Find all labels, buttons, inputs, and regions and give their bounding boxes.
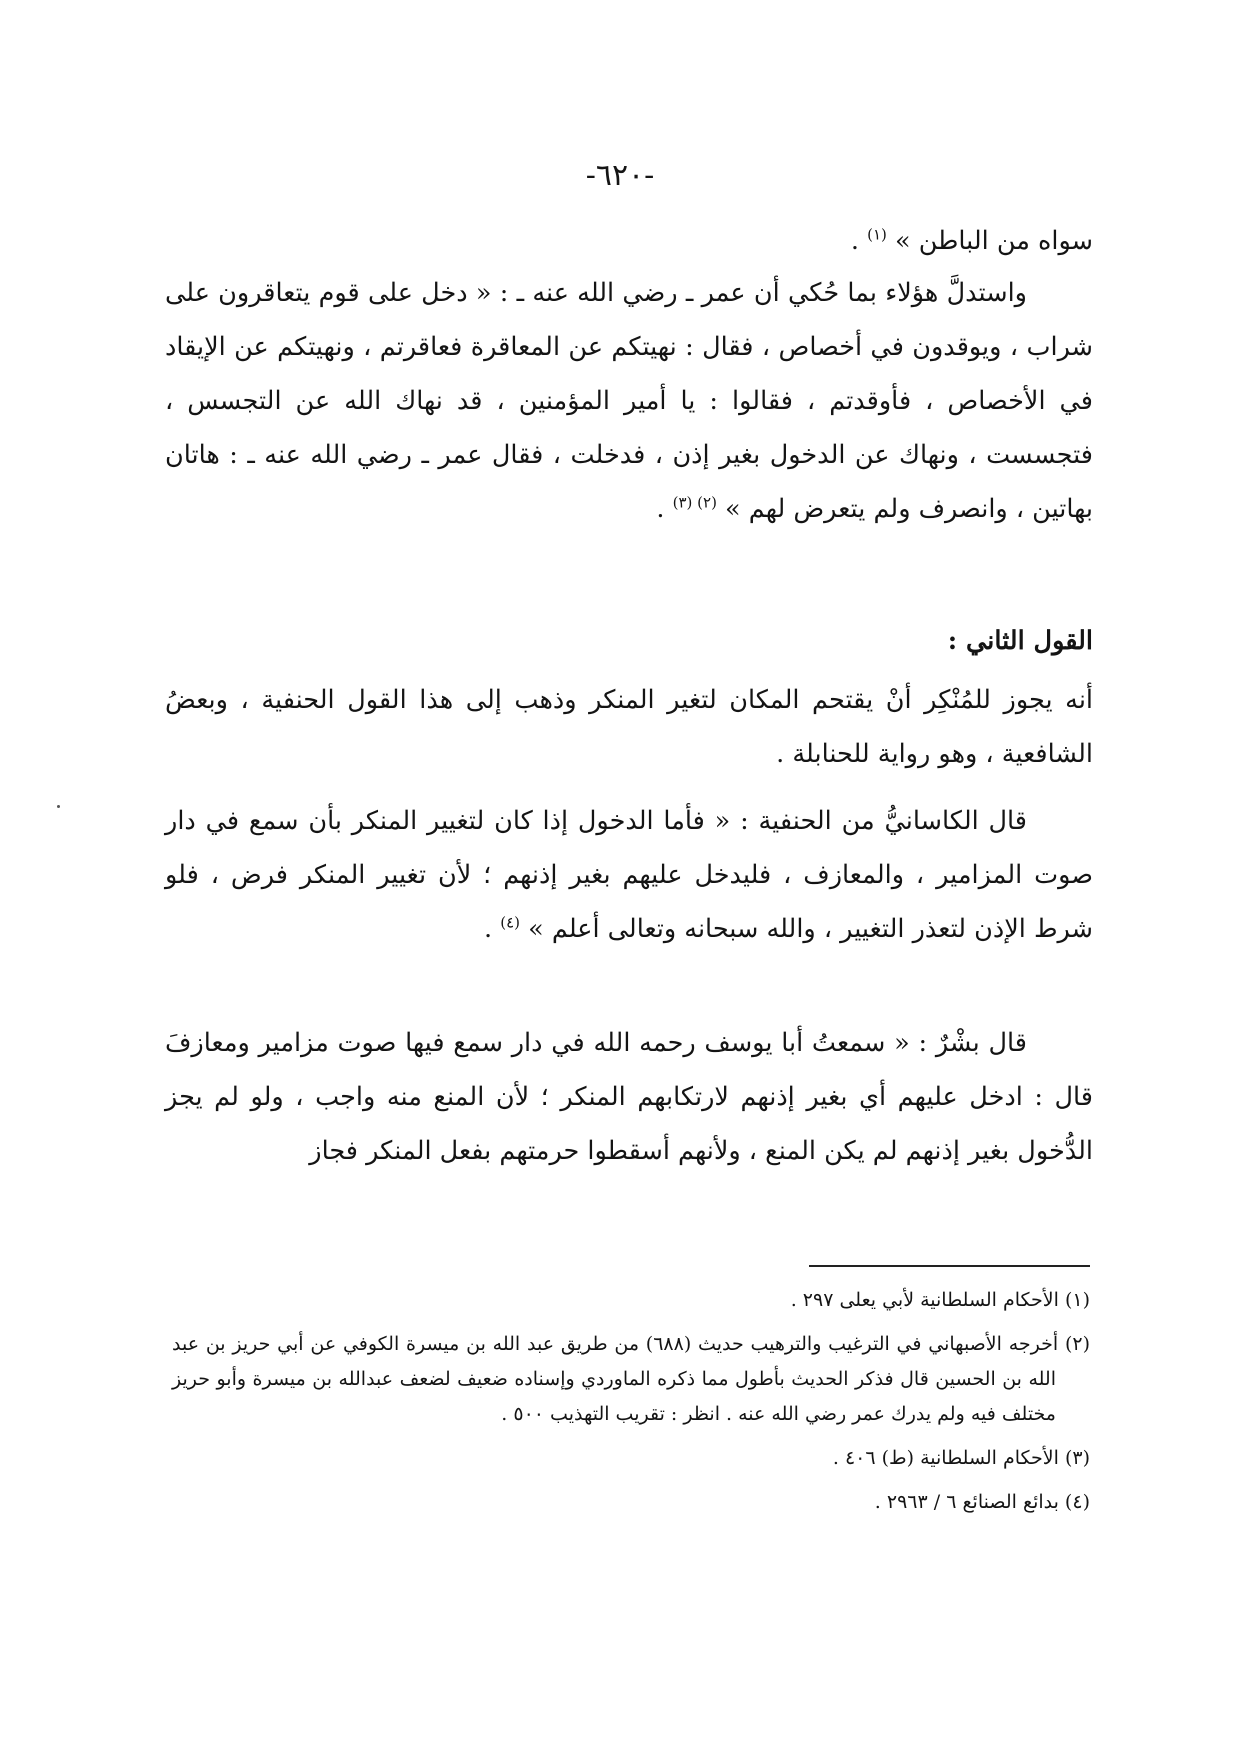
footnote-ref: (١): [867, 225, 887, 244]
paragraph: [165, 1016, 1093, 1178]
paragraph-text: سواه من الباطن »: [895, 226, 1093, 256]
footnote: (١) الأحكام السلطانية لأبي يعلى ٢٩٧ .: [790, 1289, 1090, 1311]
body-block-5: [165, 794, 1093, 956]
paragraph-tail: .: [850, 226, 868, 256]
footnote: (٤) بدائع الصنائع ٦ / ٢٩٦٣ .: [874, 1491, 1090, 1513]
paragraph-text: قال بشْرٌ : « سمعتُ أبا يوسف رحمه الله في دار سمع فيها صوت مزامير ومعازفَ قال : ادخل عليهم أي بغير إذنهم لارتكابهم المنكر ؛ لأن المنع منه واجب ، ولو لم يجز الدُّخول بغير إذنهم لم يكن المنع ، ولأنهم أسقطوا حرمتهم بفعل المنكر فجاز: [165, 1028, 1093, 1166]
paragraph: [165, 673, 1093, 781]
paragraph-text: واستدلَّ هؤلاء بما حُكي أن عمر ـ رضي الله عنه ـ : « دخل على قوم يتعاقرون على شراب ، ويوقدون في أخصاص ، فقال : نهيتكم عن المعاقرة فعاقرتم ، ونهيتكم عن الإيقاد في الأخصاص ، فأوقدتم ، فقالوا : يا أمير المؤمنين ، قد نهاك الله عن التجسس ، فتجسست ، ونهاك عن الدخول بغير إذن ، فدخلت ، فقال عمر ـ رضي الله عنه ـ : هاتان بهاتين ، وانصرف ولم يتعرض لهم »: [165, 278, 1093, 524]
scan-speck: [57, 805, 60, 808]
paragraph-tail: .: [484, 914, 501, 944]
footnotes: [172, 1283, 1090, 1529]
footnote-ref: (٤): [500, 913, 521, 932]
body-block-1: [165, 214, 1093, 268]
footnote-ref: (٢) (٣): [672, 493, 717, 512]
paragraph-text: أنه يجوز للمُنْكِر أنْ يقتحم المكان لتغير المنكر وذهب إلى هذا القول الحنفية ، وبعضُ الشافعية ، وهو رواية للحنابلة .: [165, 685, 1093, 769]
body-block-3: [165, 614, 1093, 668]
body-block-2: [165, 266, 1093, 536]
page-number: -٦٢٠-: [585, 158, 655, 193]
paragraph-tail: .: [656, 494, 673, 524]
paragraph-text: قال الكاسانيُّ من الحنفية : « فأما الدخول إذا كان لتغيير المنكر بأن سمع في دار صوت المزامير ، والمعازف ، فليدخل عليهم بغير إذنهم ؛ لأن تغيير المنكر فرض ، فلو شرط الإذن لتعذر التغيير ، والله سبحانه وتعالى أعلم »: [165, 806, 1093, 944]
paragraph: [165, 794, 1093, 956]
body-block-6: [165, 1016, 1093, 1178]
paragraph: [165, 214, 1093, 268]
footnote: (٣) الأحكام السلطانية (ط) ٤٠٦ .: [832, 1447, 1090, 1469]
footnote-divider: [809, 1265, 1090, 1267]
body-block-4: [165, 673, 1093, 781]
paragraph: [165, 266, 1093, 536]
footnote: (٢) أخرجه الأصبهاني في الترغيب والترهيب حديث (٦٨٨) من طريق عبد الله بن ميسرة الكوفي عن أبي حريز بن عبد الله بن الحسين قال فذكر الحديث بأطول مما ذكره الماوردي وإسناده ضعيف لضعف عبدالله بن ميسرة وأبو حريز مختلف فيه ولم يدرك عمر رضي الله عنه . انظر : تقريب التهذيب ٥٠٠ .: [172, 1333, 1090, 1425]
section-heading: القول الثاني :: [947, 626, 1093, 656]
